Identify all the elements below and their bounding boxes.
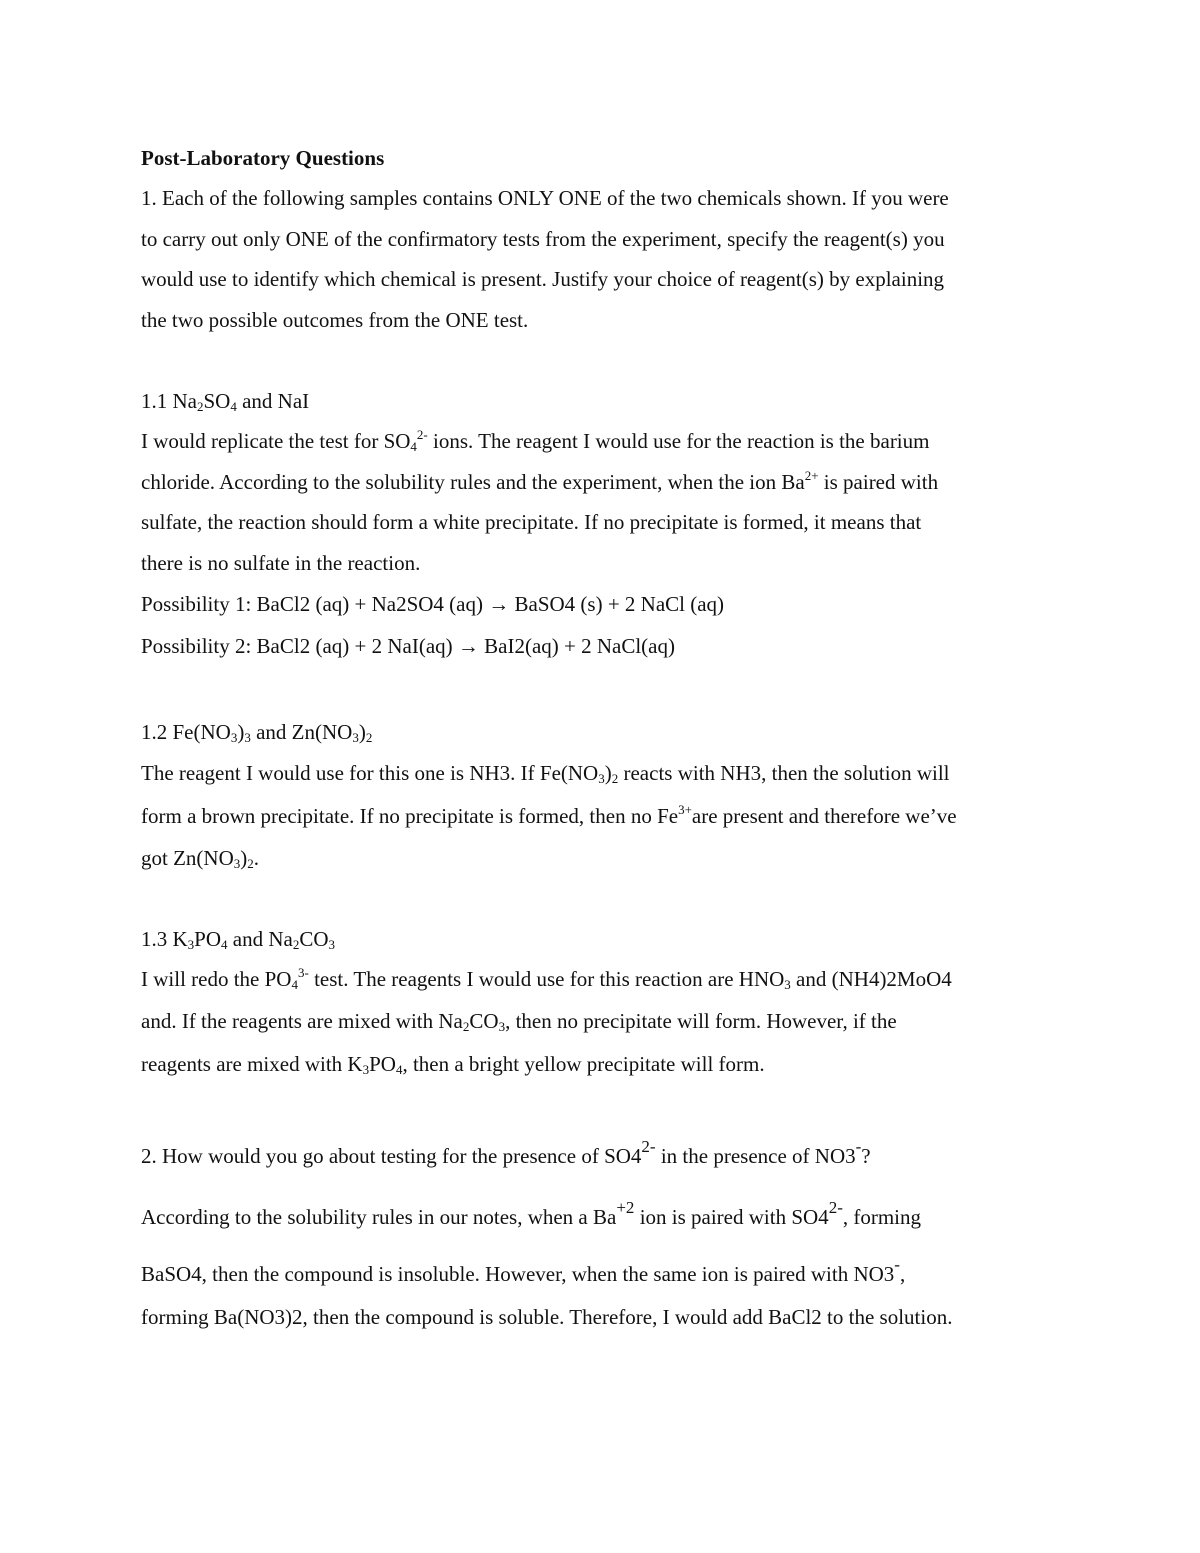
part-1-1-answer-line-3: sulfate, the reaction should form a white precipitate. If no precipitate is formed, it means that (141, 510, 922, 534)
part-1-3-answer-line-1: I will redo the $PO_4^{3-}$ test. The reagents I would use for this reaction are $HNO_3$ and (NH4)2MoO4 (141, 965, 952, 992)
part-1-1-heading: 1.1 $Na_2SO_4$ and NaI (141, 389, 310, 414)
q2-answer-line-2: BaSO4, then the compound is insoluble. However, when the same ion is paired with NO3-, (141, 1255, 906, 1286)
part-1-1-answer-line-2: chloride. According to the solubility rules and the experiment, when the ion $Ba^{2+}$ is paired with (141, 468, 939, 494)
q1-prompt-line-4: the two possible outcomes from the ONE test. (141, 308, 529, 332)
q1-prompt-line-3: would use to identify which chemical is present. Justify your choice of reagent(s) by explaining (141, 267, 945, 291)
part-1-2-answer-line-1: The reagent I would use for this one is NH3. If $Fe(NO_3)_2$ reacts with NH3, then the solution will (141, 761, 950, 786)
part-1-2-answer-line-3: got $Zn(NO_3)_2$. (141, 846, 259, 871)
possibility-1-equation: Possibility 1: BaCl2 (aq) + Na2SO4 (aq) → BaSO4 (s) + 2 NaCl (aq) (141, 592, 725, 616)
part-1-2-answer-line-2: form a brown precipitate. If no precipitate is formed, then no $Fe^{3+}are$ present and therefore we’ve (141, 802, 957, 828)
part-1-3-answer-line-2: and. If the reagents are mixed with $Na_2CO_3$, then no precipitate will form. However, if the (141, 1009, 897, 1034)
q2-prompt: 2. How would you go about testing for the presence of $SO4^{2-}$ in the presence of NO3-? (141, 1137, 871, 1168)
part-1-3-heading: 1.3 $K_3PO_4$ and $Na_2CO_3$ (141, 927, 336, 952)
part-1-3-answer-line-3: reagents are mixed with $K_3PO_4$, then a bright yellow precipitate will form. (141, 1052, 765, 1077)
part-1-1-answer-line-4: there is no sulfate in the reaction. (141, 551, 421, 575)
part-1-2-heading: 1.2 $Fe(NO_3)_3$ and $Zn(NO_3)_2$ (141, 720, 373, 745)
part-1-1-answer-line-1: I would replicate the test for $SO_4^{2-}$ ions. The reagent I would use for the reaction is the barium (141, 427, 930, 454)
q2-answer-line-1: According to the solubility rules in our notes, when a $Ba^{+2}$ ion is paired with $SO4^{2-}$, forming (141, 1198, 922, 1229)
q2-answer-line-3: forming Ba(NO3)2, then the compound is soluble. Therefore, I would add BaCl2 to the solution. (141, 1305, 953, 1329)
q1-prompt-line-1: 1. Each of the following samples contains ONLY ONE of the two chemicals shown. If you were (141, 186, 949, 210)
q1-prompt-line-2: to carry out only ONE of the confirmatory tests from the experiment, specify the reagent(s) you (141, 227, 945, 251)
possibility-2-equation: Possibility 2: BaCl2 (aq) + 2 NaI(aq) → BaI2(aq) + 2 NaCl(aq) (141, 634, 675, 658)
page-title: Post-Laboratory Questions (141, 146, 385, 170)
